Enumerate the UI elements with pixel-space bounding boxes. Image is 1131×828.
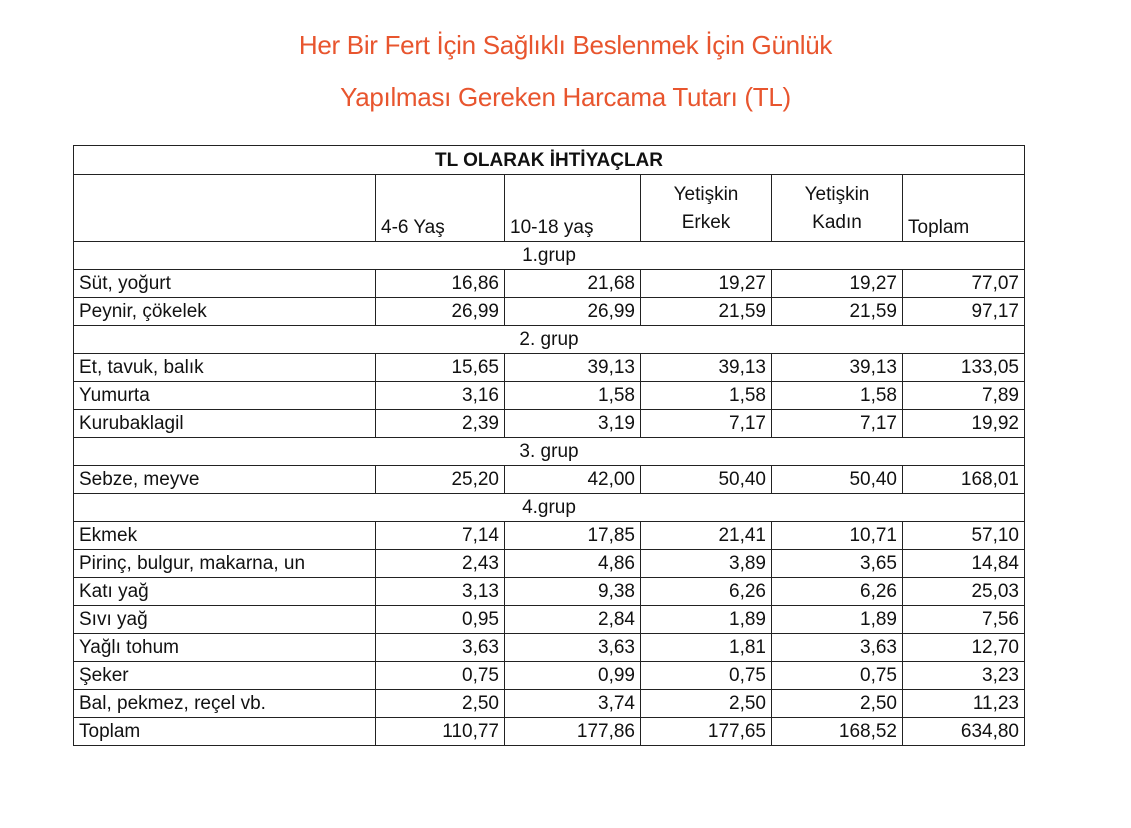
table-row xyxy=(74,354,1025,382)
row-value: 12,70 xyxy=(903,634,1025,662)
row-value: 0,75 xyxy=(772,662,903,690)
row-value: 15,65 xyxy=(376,354,505,382)
row-value: 7,89 xyxy=(903,382,1025,410)
row-value: 1,58 xyxy=(505,382,641,410)
table-row xyxy=(74,410,1025,438)
table-row xyxy=(74,662,1025,690)
total-value: 634,80 xyxy=(903,718,1025,746)
row-value: 6,26 xyxy=(772,578,903,606)
row-value: 21,41 xyxy=(641,522,772,550)
row-label: Şeker xyxy=(74,662,376,690)
total-row xyxy=(74,718,1025,746)
row-value: 50,40 xyxy=(641,466,772,494)
row-value: 3,19 xyxy=(505,410,641,438)
row-value: 25,20 xyxy=(376,466,505,494)
row-value: 133,05 xyxy=(903,354,1025,382)
row-label: Peynir, çökelek xyxy=(74,298,376,326)
table-row xyxy=(74,634,1025,662)
row-value: 1,58 xyxy=(772,382,903,410)
row-value: 21,59 xyxy=(772,298,903,326)
total-value: 177,65 xyxy=(641,718,772,746)
row-value: 3,63 xyxy=(772,634,903,662)
column-header-adult-male-line1: Yetişkin xyxy=(673,184,739,205)
total-value: 177,86 xyxy=(505,718,641,746)
row-value: 17,85 xyxy=(505,522,641,550)
row-value: 97,17 xyxy=(903,298,1025,326)
row-value: 7,56 xyxy=(903,606,1025,634)
row-value: 57,10 xyxy=(903,522,1025,550)
row-value: 3,16 xyxy=(376,382,505,410)
row-value: 2,84 xyxy=(505,606,641,634)
row-value: 2,39 xyxy=(376,410,505,438)
row-value: 2,50 xyxy=(641,690,772,718)
row-value: 3,89 xyxy=(641,550,772,578)
row-value: 3,23 xyxy=(903,662,1025,690)
row-value: 2,50 xyxy=(772,690,903,718)
row-value: 39,13 xyxy=(505,354,641,382)
column-header-adult-female-line2: Kadın xyxy=(812,212,862,233)
table-row xyxy=(74,298,1025,326)
table-row xyxy=(74,270,1025,298)
row-value: 1,58 xyxy=(641,382,772,410)
row-value: 19,27 xyxy=(772,270,903,298)
row-value: 50,40 xyxy=(772,466,903,494)
row-value: 1,89 xyxy=(772,606,903,634)
column-header-row xyxy=(74,175,1025,242)
group-header-row xyxy=(74,242,1025,270)
row-value: 3,63 xyxy=(376,634,505,662)
table-row xyxy=(74,466,1025,494)
column-header-adult-male-line2: Erkek xyxy=(681,212,731,233)
row-label: Yağlı tohum xyxy=(74,634,376,662)
row-value: 77,07 xyxy=(903,270,1025,298)
row-label: Sebze, meyve xyxy=(74,466,376,494)
table-row xyxy=(74,382,1025,410)
expense-table xyxy=(73,145,1025,746)
row-value: 3,13 xyxy=(376,578,505,606)
group-label: 3. grup xyxy=(74,438,1025,466)
row-value: 3,63 xyxy=(505,634,641,662)
row-value: 0,95 xyxy=(376,606,505,634)
group-label: 2. grup xyxy=(74,326,1025,354)
table-main-header-row xyxy=(74,146,1025,175)
column-header-empty xyxy=(74,175,376,242)
table-row xyxy=(74,522,1025,550)
row-value: 14,84 xyxy=(903,550,1025,578)
group-header-row xyxy=(74,326,1025,354)
row-value: 26,99 xyxy=(376,298,505,326)
column-header-adult-male xyxy=(641,175,772,242)
row-value: 7,17 xyxy=(641,410,772,438)
row-label: Yumurta xyxy=(74,382,376,410)
table-row xyxy=(74,690,1025,718)
column-header-4-6: 4-6 Yaş xyxy=(376,175,505,242)
row-value: 4,86 xyxy=(505,550,641,578)
row-value: 1,81 xyxy=(641,634,772,662)
row-value: 10,71 xyxy=(772,522,903,550)
row-value: 39,13 xyxy=(641,354,772,382)
row-label: Et, tavuk, balık xyxy=(74,354,376,382)
row-value: 9,38 xyxy=(505,578,641,606)
column-header-10-18: 10-18 yaş xyxy=(505,175,641,242)
row-value: 3,74 xyxy=(505,690,641,718)
row-value: 6,26 xyxy=(641,578,772,606)
column-header-adult-female-line1: Yetişkin xyxy=(804,184,870,205)
row-value: 0,75 xyxy=(376,662,505,690)
table-main-header: TL OLARAK İHTİYAÇLAR xyxy=(74,146,1025,175)
row-value: 39,13 xyxy=(772,354,903,382)
row-value: 26,99 xyxy=(505,298,641,326)
table-row xyxy=(74,606,1025,634)
row-label: Süt, yoğurt xyxy=(74,270,376,298)
row-value: 7,14 xyxy=(376,522,505,550)
total-value: 168,52 xyxy=(772,718,903,746)
row-value: 3,65 xyxy=(772,550,903,578)
group-header-row xyxy=(74,438,1025,466)
row-value: 19,27 xyxy=(641,270,772,298)
row-value: 2,50 xyxy=(376,690,505,718)
group-header-row xyxy=(74,494,1025,522)
page-subtitle: Yapılması Gereken Harcama Tutarı (TL) xyxy=(340,82,791,112)
row-value: 1,89 xyxy=(641,606,772,634)
row-value: 21,68 xyxy=(505,270,641,298)
row-value: 0,75 xyxy=(641,662,772,690)
row-value: 2,43 xyxy=(376,550,505,578)
table-row xyxy=(74,578,1025,606)
group-label: 4.grup xyxy=(74,494,1025,522)
group-label: 1.grup xyxy=(74,242,1025,270)
row-value: 11,23 xyxy=(903,690,1025,718)
row-value: 0,99 xyxy=(505,662,641,690)
row-label: Sıvı yağ xyxy=(74,606,376,634)
row-label: Ekmek xyxy=(74,522,376,550)
column-header-adult-female xyxy=(772,175,903,242)
row-label: Pirinç, bulgur, makarna, un xyxy=(74,550,376,578)
total-value: 110,77 xyxy=(376,718,505,746)
row-value: 21,59 xyxy=(641,298,772,326)
column-header-total: Toplam xyxy=(903,175,1025,242)
table-row xyxy=(74,550,1025,578)
total-label: Toplam xyxy=(74,718,376,746)
row-label: Bal, pekmez, reçel vb. xyxy=(74,690,376,718)
row-value: 7,17 xyxy=(772,410,903,438)
row-value: 16,86 xyxy=(376,270,505,298)
page-title: Her Bir Fert İçin Sağlıklı Beslenmek İçin Günlük xyxy=(298,30,833,60)
row-value: 19,92 xyxy=(903,410,1025,438)
row-value: 168,01 xyxy=(903,466,1025,494)
row-label: Katı yağ xyxy=(74,578,376,606)
row-label: Kurubaklagil xyxy=(74,410,376,438)
row-value: 25,03 xyxy=(903,578,1025,606)
row-value: 42,00 xyxy=(505,466,641,494)
